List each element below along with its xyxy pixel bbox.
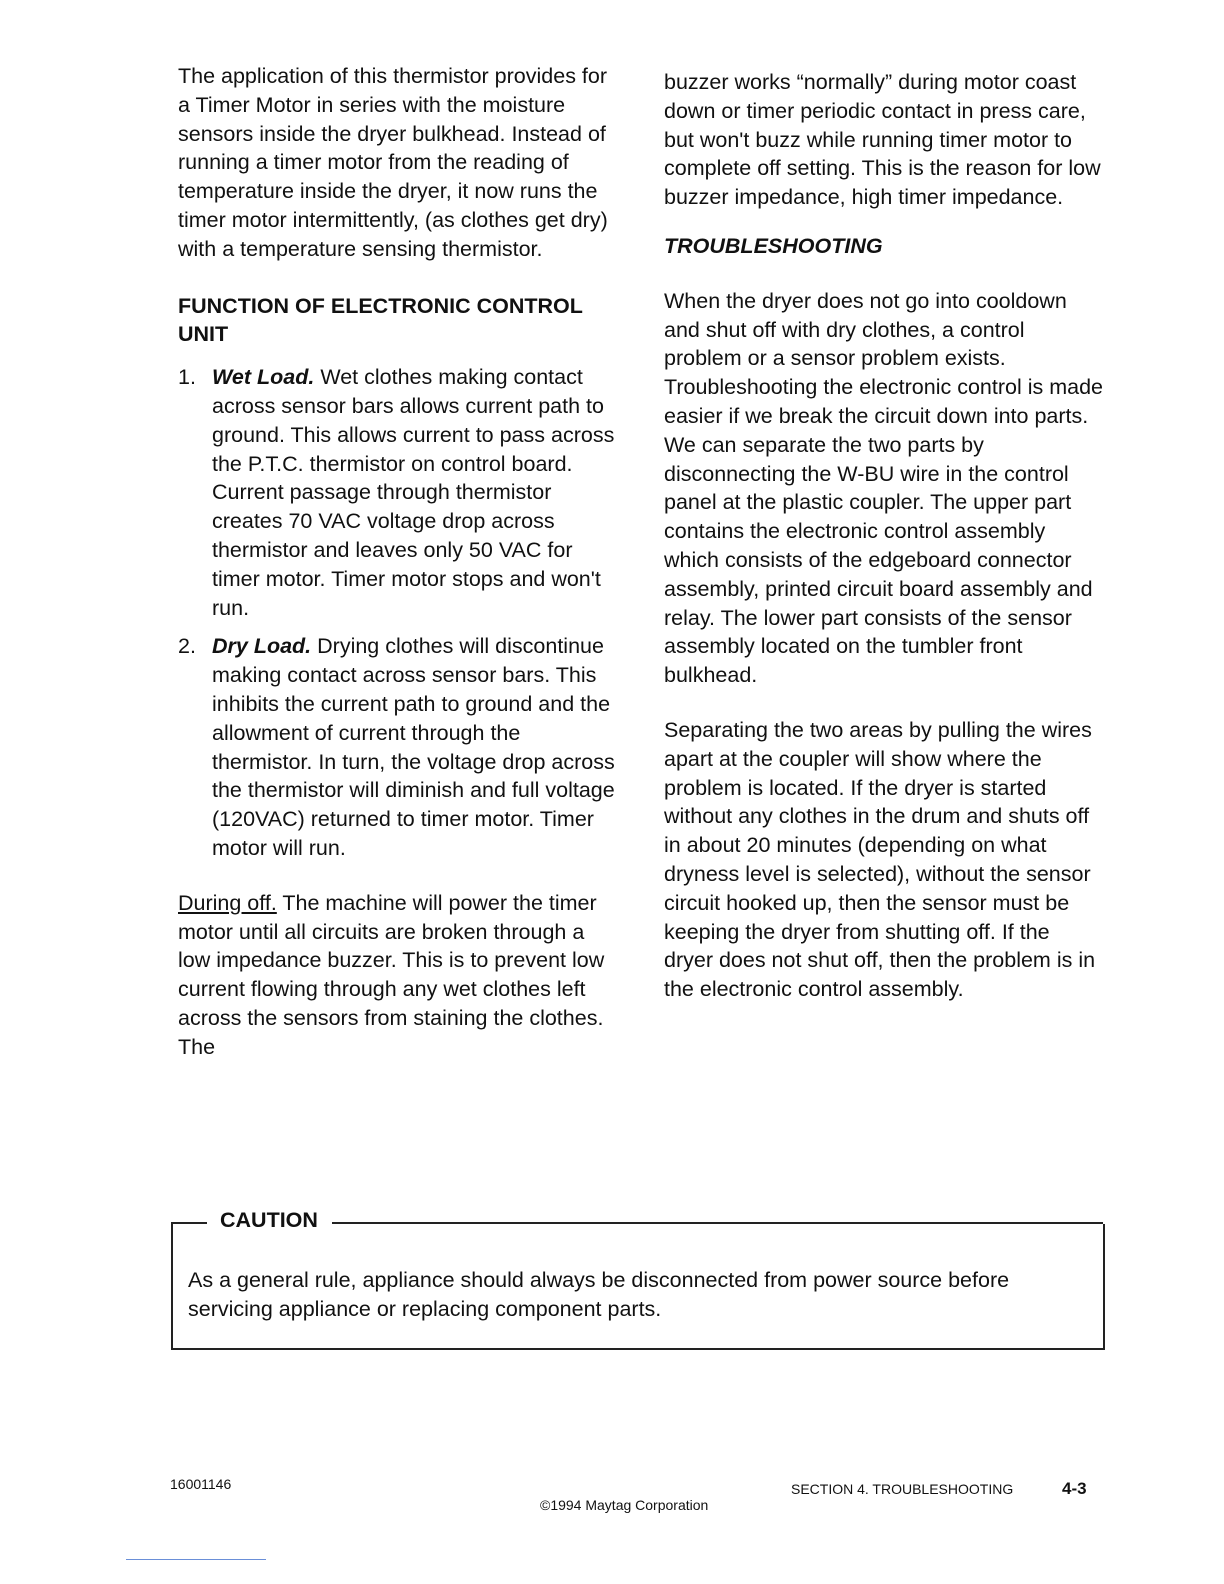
continued-paragraph: buzzer works “normally” during motor coast down or timer periodic contact in press care, but won't buzz while running timer motor to complete off setting. This is the reason for low buzzer impedance, high timer impedance. bbox=[664, 70, 1101, 210]
right-column bbox=[664, 68, 1104, 1004]
caution-title: CAUTION bbox=[220, 1208, 318, 1232]
during-off-text: The machine will power the timer motor until all circuits are broken through a low impedance buzzer. This is to prevent low current flowing through any wet clothes left across the sensors from staining the clothes. The bbox=[178, 890, 605, 1059]
list-item bbox=[178, 363, 618, 622]
copyright: ©1994 Maytag Corporation bbox=[540, 1497, 709, 1513]
left-column bbox=[178, 62, 618, 1062]
caution-text: As a general rule, appliance should always be disconnected from power source before servicing appliance or replacing component parts. bbox=[188, 1268, 1010, 1321]
list-number: 1. bbox=[178, 365, 196, 390]
list-text: Drying clothes will discontinue making contact across sensor bars. This inhibits the current path to ground and the allowment of current through the thermistor. In turn, the voltage drop across the thermistor will diminish and full voltage (120VAC) returned to timer motor. Timer motor will run. bbox=[212, 634, 615, 860]
troubleshooting-paragraph-2: Separating the two areas by pulling the wires apart at the coupler will show where the problem is located. If the dryer is started without any clothes in the drum and shuts off in about 20 minutes (depending on what dryness level is selected), without the sensor circuit hooked up, then the sensor must be keeping the dryer from shutting off. If the dryer does not shut off, then the problem is in the electronic control assembly. bbox=[664, 717, 1096, 1002]
list-number: 2. bbox=[178, 634, 196, 659]
list-term: Dry Load. bbox=[212, 634, 312, 659]
scan-artifact-line bbox=[126, 1559, 266, 1560]
section-label: SECTION 4. TROUBLESHOOTING bbox=[791, 1481, 1014, 1497]
troubleshooting-paragraph-1: When the dryer does not go into cooldown and shut off with dry clothes, a control problem or a sensor problem exists. Troubleshooting the electronic control is made easier if we break the circuit down into parts. We can separate the two parts by disconnecting the W-BU wire in the control panel at the plastic coupler. The upper part contains the electronic control assembly which consists of the edgeboard connector assembly, printed circuit board assembly and relay. The lower part consists of the sensor assembly located on the tumbler front bulkhead. bbox=[664, 288, 1103, 688]
during-off-paragraph bbox=[178, 889, 618, 1062]
intro-paragraph: The application of this thermistor provides for a Timer Motor in series with the moisture sensors inside the dryer bulkhead. Instead of running a timer motor from the reading of temperature inside the dryer, it now runs the timer motor intermittently, (as clothes get dry) with a temperature sensing thermistor. bbox=[178, 64, 608, 261]
list-item bbox=[178, 632, 618, 862]
section-heading: FUNCTION OF ELECTRONIC CONTROL UNIT bbox=[178, 293, 583, 347]
list-text: Wet clothes making contact across sensor bars allows current path to ground. This allows current to pass across the P.T.C. thermistor on control board. Current passage through thermistor creates 70 VAC voltage drop across thermistor and leaves only 50 VAC for timer motor. Timer motor stops and won't run. bbox=[212, 365, 615, 620]
list-term: Wet Load. bbox=[212, 365, 315, 390]
document-number: 16001146 bbox=[170, 1476, 232, 1492]
page-number: 4-3 bbox=[1062, 1479, 1087, 1498]
numbered-list bbox=[178, 363, 618, 863]
during-off-label: During off. bbox=[178, 890, 277, 915]
troubleshooting-heading: TROUBLESHOOTING bbox=[664, 233, 883, 258]
